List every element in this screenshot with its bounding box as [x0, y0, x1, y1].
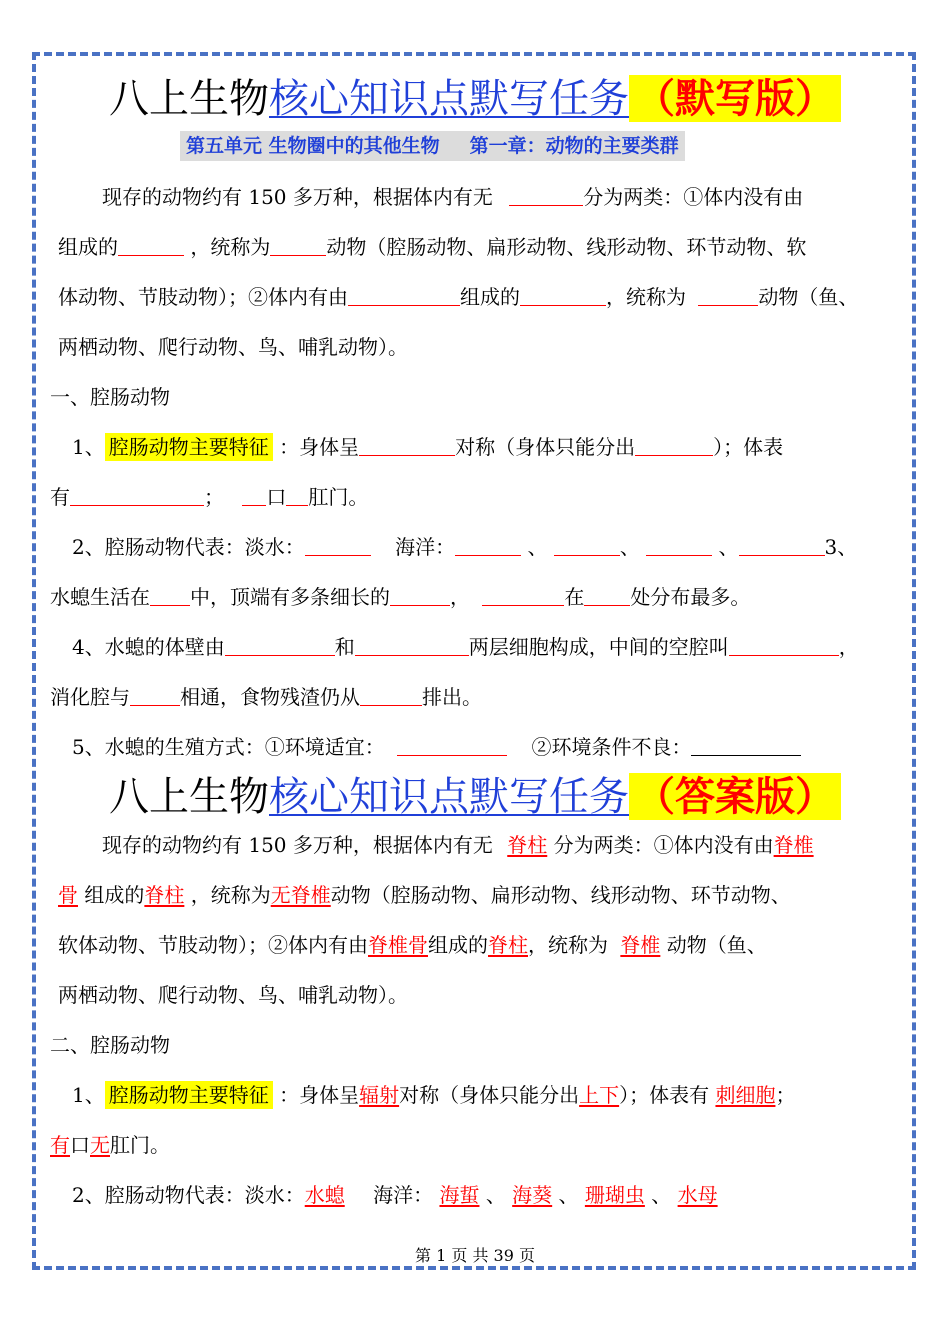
answer-text: 上下 [579, 1083, 620, 1107]
blank[interactable] [739, 531, 825, 556]
dictation-q4-line-2 [50, 680, 902, 714]
answer-text: 珊瑚虫 [584, 1183, 645, 1207]
blank[interactable] [729, 631, 839, 656]
text: 海洋： [395, 535, 456, 559]
text: 相通，食物残渣仍从 [180, 685, 360, 709]
page-title-answer [0, 770, 950, 824]
text: 、 [485, 1183, 506, 1207]
page-footer: 第 1 页 共 39 页 [415, 1246, 535, 1265]
dictation-intro-line-1 [50, 180, 950, 214]
blank[interactable] [242, 481, 266, 506]
blank[interactable] [225, 631, 335, 656]
text: 动物（腔肠动物、扁形动物、线形动物、环节动物、 [330, 883, 791, 907]
blank[interactable] [270, 231, 326, 256]
blank[interactable] [130, 681, 180, 706]
text: 、 [527, 535, 548, 559]
text: 分为两类：①体内没有由 [553, 833, 774, 857]
title-tag-answer: （答案版） [629, 773, 841, 820]
blank[interactable] [150, 581, 190, 606]
text: 动物（腔肠动物、扁形动物、线形动物、环节动物、软 [326, 235, 807, 259]
blank[interactable] [482, 581, 564, 606]
dictation-q3-line [50, 580, 902, 614]
highlight-key-feature: 腔肠动物主要特征 [105, 1081, 273, 1109]
text: 两层细胞构成，中间的空腔叫 [468, 635, 729, 659]
answer-text: 脊柱 [144, 883, 185, 907]
text: ）；体表有 [619, 1083, 710, 1107]
text: 有 [50, 485, 70, 509]
text: 消化腔与 [50, 685, 130, 709]
text: 对称（身体只能分出 [399, 1083, 580, 1107]
section-heading-1: 一、腔肠动物 [50, 385, 170, 409]
answer-text: 有 [50, 1133, 70, 1157]
text: ）；体表 [713, 435, 784, 459]
answer-text: 脊椎骨 [368, 933, 428, 957]
text: 2、腔肠动物代表：淡水： [72, 1183, 305, 1207]
answer-q2-line [50, 1178, 924, 1212]
text: 5、水螅的生殖方式：①环境适宜： [72, 735, 385, 759]
blank[interactable] [698, 281, 758, 306]
text: 4、水螅的体壁由 [72, 635, 225, 659]
text: ，统称为 [606, 285, 686, 309]
answer-text: 脊柱 [488, 933, 528, 957]
text: 组成的 [58, 235, 118, 259]
answer-intro-line-1 [50, 828, 950, 862]
answer-text: 辐射 [359, 1083, 400, 1107]
blank[interactable] [70, 481, 204, 506]
blank[interactable] [509, 181, 583, 206]
blank[interactable] [286, 481, 308, 506]
text: 水螅生活在 [50, 585, 150, 609]
text: 分为两类：①体内没有由 [583, 185, 804, 209]
blank[interactable] [348, 281, 460, 306]
blank[interactable] [691, 731, 801, 756]
blank[interactable] [360, 681, 422, 706]
text: ； [775, 1083, 796, 1107]
dictation-q1-line-2 [50, 480, 902, 514]
text: 、 [718, 535, 739, 559]
text: 组成的 [428, 933, 488, 957]
text: ，统称为 [528, 933, 608, 957]
title-tag-dictation: （默写版） [629, 75, 841, 122]
title-blue-text: 核心知识点默写任务 [269, 774, 629, 820]
dictation-intro-line-3 [50, 280, 910, 314]
text: 体动物、节肢动物）；②体内有由 [58, 285, 348, 309]
text: 、 [619, 535, 640, 559]
title-prefix: 八上生物 [109, 76, 269, 122]
text: 3、 [824, 535, 858, 559]
answer-intro-line-2 [50, 878, 910, 912]
text: 2、腔肠动物代表：淡水： [72, 535, 305, 559]
dictation-intro-line-4: 两栖动物、爬行动物、鸟、哺乳动物）。 [58, 335, 408, 359]
answer-text: 脊柱 [507, 833, 548, 857]
blank[interactable] [646, 531, 712, 556]
text: 中，顶端有多条细长的 [190, 585, 390, 609]
text: 海洋： [373, 1183, 434, 1207]
text: 软体动物、节肢动物）；②体内有由 [58, 933, 368, 957]
blank[interactable] [118, 231, 184, 256]
blank[interactable] [359, 431, 455, 456]
answer-text: 无 [90, 1133, 110, 1157]
text: 排出。 [422, 685, 482, 709]
dictation-q4-line-1 [50, 630, 924, 664]
text: 动物（鱼、 [758, 285, 859, 309]
answer-q1-line-1 [50, 1078, 924, 1112]
text: ，统称为 [190, 883, 271, 907]
dictation-q1-line-1 [50, 430, 924, 464]
text: 对称（身体只能分出 [455, 435, 636, 459]
blank[interactable] [520, 281, 606, 306]
text: 现存的动物约有 150 多万种，根据体内有无 [102, 185, 493, 209]
text: 在 [564, 585, 585, 609]
text: 口 [266, 485, 287, 509]
chapter-subtitle [180, 131, 685, 161]
text: 口 [70, 1133, 90, 1157]
blank[interactable] [355, 631, 469, 656]
answer-text: 刺细胞 [715, 1083, 776, 1107]
blank[interactable] [390, 581, 450, 606]
dictation-intro-line-2 [50, 230, 910, 264]
title-prefix: 八上生物 [109, 774, 269, 820]
text: 、 [651, 1183, 672, 1207]
text: 1、 [72, 1083, 105, 1107]
answer-text: 水母 [677, 1183, 718, 1207]
text: 1、 [72, 435, 105, 459]
text: ②环境条件不良： [531, 735, 692, 759]
title-blue-text: 核心知识点默写任务 [269, 76, 629, 122]
text: ：身体呈 [279, 435, 360, 459]
blank[interactable] [305, 531, 371, 556]
text: 、 [558, 1183, 579, 1207]
subtitle-unit: 第五单元 生物圈中的其他生物 [186, 135, 440, 157]
highlight-key-feature: 腔肠动物主要特征 [105, 433, 273, 461]
text: ； [204, 485, 224, 509]
page-title-dictation [0, 72, 950, 126]
text: 现存的动物约有 150 多万种，根据体内有无 [102, 833, 493, 857]
text: 动物（鱼、 [666, 933, 767, 957]
subtitle-chapter: 第一章：动物的主要类群 [469, 135, 679, 157]
text: ：身体呈 [279, 1083, 360, 1107]
text: 组成的 [84, 883, 145, 907]
answer-text: 海蜇 [439, 1183, 480, 1207]
blank[interactable] [397, 731, 507, 756]
answer-intro-line-3 [50, 928, 910, 962]
answer-intro-line-4: 两栖动物、爬行动物、鸟、哺乳动物）。 [58, 983, 408, 1007]
blank[interactable] [584, 581, 630, 606]
dictation-q5-line [50, 730, 924, 764]
text: ， [838, 635, 859, 659]
answer-text: 脊椎 [620, 933, 661, 957]
answer-text: 骨 [58, 883, 78, 907]
blank[interactable] [455, 531, 521, 556]
dictation-q2-line [50, 530, 924, 564]
answer-text: 无脊椎 [270, 883, 331, 907]
text: 组成的 [460, 285, 520, 309]
text: 和 [334, 635, 355, 659]
blank[interactable] [554, 531, 620, 556]
text: 处分布最多。 [630, 585, 751, 609]
answer-q1-line-2 [50, 1128, 902, 1162]
text: 肛门。 [308, 485, 369, 509]
answer-text: 脊椎 [773, 833, 814, 857]
blank[interactable] [635, 431, 713, 456]
section-heading-2: 二、腔肠动物 [50, 1033, 170, 1057]
answer-text: 海葵 [512, 1183, 553, 1207]
text: 肛门。 [110, 1133, 170, 1157]
text: ， [450, 585, 470, 609]
answer-text: 水螅 [304, 1183, 345, 1207]
text: ，统称为 [190, 235, 271, 259]
